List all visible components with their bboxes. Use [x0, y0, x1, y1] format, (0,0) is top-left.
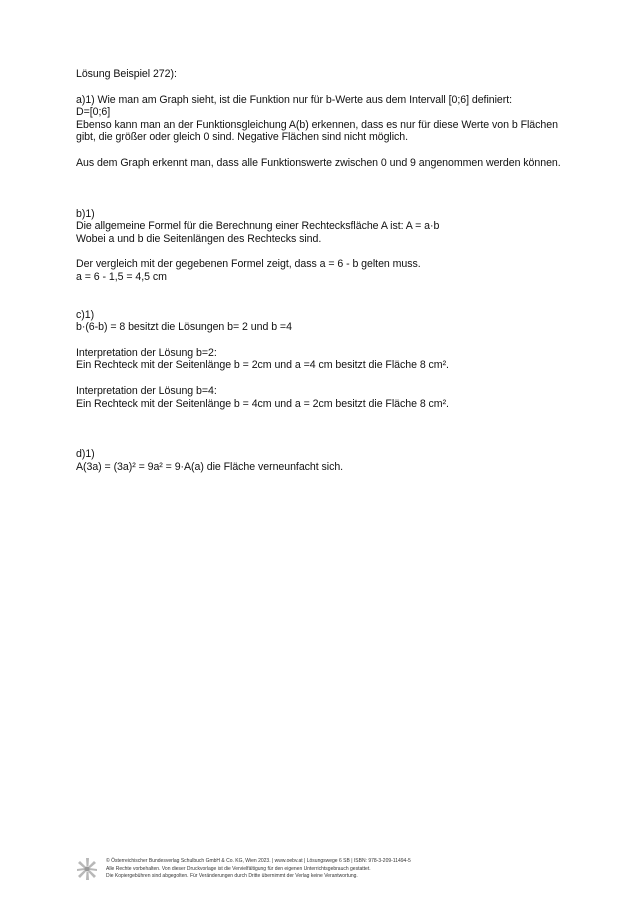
section-a-line-1: a)1) Wie man am Graph sieht, ist die Funktion nur für b-Werte aus dem Intervall [0;6] definiert:	[76, 93, 513, 106]
section-d-heading: d)1)	[76, 448, 95, 461]
footer-line-3: Die Kopiergebühren sind abgegolten. Für Veränderungen durch Dritte übernimmt der Verlag keine Verantwortung.	[106, 873, 358, 880]
section-b-line-1: Die allgemeine Formel für die Berechnung einer Rechtecksfläche A ist: A = a·b	[76, 220, 440, 233]
section-a-line-2: D=[0;6]	[76, 106, 111, 119]
section-c-interpretation-1-label: Interpretation der Lösung b=2:	[76, 346, 217, 359]
section-b-heading: b)1)	[76, 207, 95, 220]
section-d-text: A(3a) = (3a)² = 9a² = 9·A(a) die Fläche verneunfacht sich.	[76, 460, 344, 473]
section-a-line-4: gibt, die größer oder gleich 0 sind. Negative Flächen sind nicht möglich.	[76, 131, 408, 144]
section-b-comparison-1: Der vergleich mit der gegebenen Formel zeigt, dass a = 6 - b gelten muss.	[76, 258, 421, 271]
solution-content	[76, 68, 586, 473]
footer-copyright-text	[106, 858, 411, 881]
section-a-range-note: Aus dem Graph erkennt man, dass alle Funktionswerte zwischen 0 und 9 angenommen werden können.	[76, 156, 561, 169]
section-a	[76, 94, 586, 170]
section-c-interpretation-2-label: Interpretation der Lösung b=4:	[76, 384, 217, 397]
footer-line-1: © Österreichischer Bundesverlag Schulbuch GmbH & Co. KG, Wien 2023. | www.oebv.at | Lösungswege 6 SB | ISBN: 978-3-209-11494-5	[106, 858, 411, 864]
section-c-equation: b·(6-b) = 8 besitzt die Lösungen b= 2 und b =4	[76, 321, 292, 334]
section-c-heading: c)1)	[76, 308, 95, 321]
section-c	[76, 309, 586, 411]
solution-title: Lösung Beispiel 272):	[76, 68, 177, 80]
section-b	[76, 208, 586, 284]
section-a-line-3: Ebenso kann man an der Funktionsgleichung A(b) erkennen, dass es nur für diese Werte von b Flächen	[76, 118, 558, 131]
section-c-interpretation-1-text: Ein Rechteck mit der Seitenlänge b = 2cm und a =4 cm besitzt die Fläche 8 cm².	[76, 359, 449, 372]
publisher-star-logo-icon	[76, 857, 98, 881]
section-b-comparison-2: a = 6 - 1,5 = 4,5 cm	[76, 270, 167, 283]
page-footer	[76, 857, 596, 887]
footer-line-2: Alle Rechte vorbehalten. Von dieser Druckvorlage ist die Vervielfältigung für den eigenen Unterrichtsgebrauch gestattet.	[106, 865, 371, 872]
section-d	[76, 448, 586, 473]
section-c-interpretation-2-text: Ein Rechteck mit der Seitenlänge b = 4cm und a = 2cm besitzt die Fläche 8 cm².	[76, 397, 449, 410]
section-b-line-2: Wobei a und b die Seitenlängen des Rechtecks sind.	[76, 232, 322, 245]
